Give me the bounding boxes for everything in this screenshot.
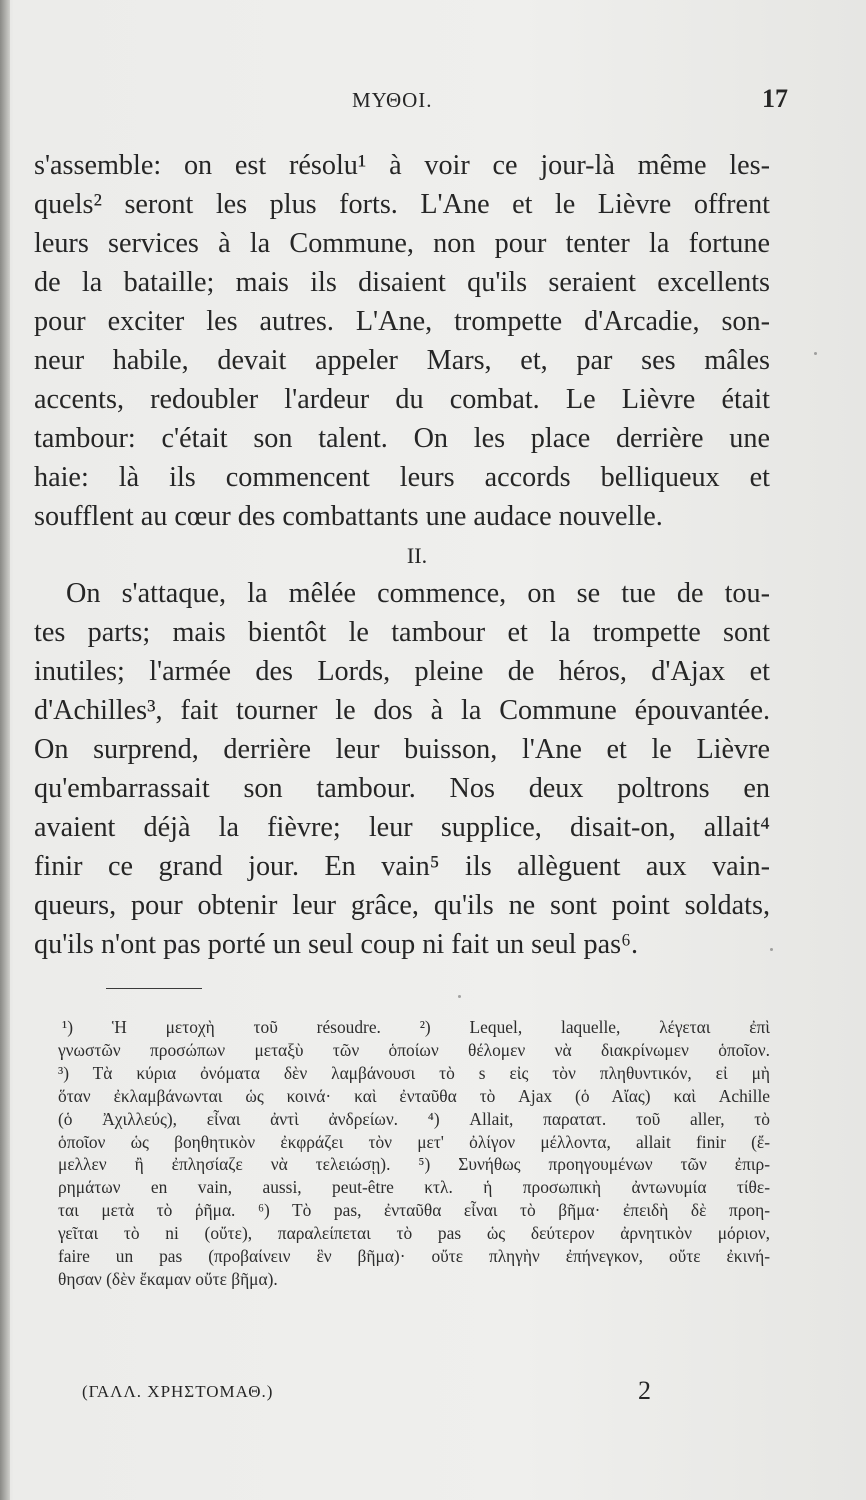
text-line: On s'attaque, la mêlée commence, on se tue de tou- [66, 578, 770, 609]
footnote-separator [106, 988, 202, 989]
text-line: de la bataille; mais ils disaient qu'ils seraient excellents [34, 267, 770, 298]
footnote-line: ¹) Ἡ μετοχὴ τοῦ résoudre. ²) Lequel, laquelle, λέγεται ἐπὶ [62, 1017, 770, 1037]
footnote-line: faire un pas (προβαίνειν ἓν βῆμα)· οὔτε πληγὴν ἐπήνεγκον, οὔτε ἐκινή- [58, 1246, 770, 1267]
text-line: accents, redoubler l'ardeur du combat. Le Lièvre était [34, 384, 770, 415]
text-line: tes parts; mais bientôt le tambour et la trompette sont [34, 617, 770, 648]
paragraph-1 [34, 146, 770, 536]
text-line: queurs, pour obtenir leur grâce, qu'ils ne sont point soldats, [34, 890, 770, 921]
main-text [34, 146, 770, 964]
text-line: finir ce grand jour. En vain⁵ ils allèguent aux vain- [34, 851, 770, 882]
text-line: neur habile, devait appeler Mars, et, par ses mâles [34, 345, 770, 376]
text-line: qu'ils n'ont pas porté un seul coup ni fait un seul pas⁶. [34, 929, 639, 960]
section-number: II. [406, 543, 428, 568]
text-line: quels² seront les plus forts. L'Ane et le Lièvre offrent [34, 189, 770, 220]
footnote-line: ται μετὰ τὸ ῥῆμα. ⁶) Τὸ pas, ἐνταῦθα εἶναι τὸ βῆμα· ἐπειδὴ δὲ προη- [58, 1200, 770, 1221]
footnote-line: ³) Τὰ κύρια ὀνόματα δὲν λαμβάνουσι τὸ s εἰς τὸν πληθυντικόν, εἰ μὴ [58, 1062, 770, 1083]
footnote-line: θησαν (δὲν ἔκαμαν οὔτε βῆμα). [58, 1268, 278, 1289]
ink-speck [770, 948, 773, 951]
page-number: 17 [762, 84, 788, 113]
text-line: inutiles; l'armée des Lords, pleine de héros, d'Ajax et [34, 656, 770, 687]
book-signature: (ΓΑΛΛ. ΧΡΗΣΤΟΜΑΘ.) [82, 1382, 274, 1401]
footnote-line: γνωστῶν προσώπων μεταξὺ τῶν ὁποίων θέλομεν νὰ διακρίνωμεν ὁποῖον. [58, 1039, 770, 1060]
text-line: pour exciter les autres. L'Ane, trompette d'Arcadie, son- [34, 306, 770, 337]
footnote-line: γεῖται τὸ ni (οὔτε), παραλείπεται τὸ pas ὡς δεύτερον ἀρνητικὸν μόριον, [58, 1223, 770, 1244]
footnote-line: (ὁ Ἀχιλλεύς), εἶναι ἀντὶ ἀνδρείων. ⁴) Allait, παρατατ. τοῦ aller, τὸ [58, 1108, 770, 1129]
footnote-line: ὁποῖον ὡς βοηθητικὸν ἐκφράζει τὸν μετ' ὀλίγον μέλλοντα, allait finir (ἔ- [58, 1131, 770, 1152]
text-line: s'assemble: on est résolu¹ à voir ce jour-là même les- [34, 150, 770, 181]
text-line: tambour: c'était son talent. On les place derrière une [34, 423, 770, 454]
text-line: haie: là ils commencent leurs accords belliqueux et [34, 462, 770, 493]
ink-speck [458, 995, 461, 998]
text-line: d'Achilles³, fait tourner le dos à la Commune épouvantée. [34, 695, 770, 726]
page-footer [82, 1376, 682, 1406]
page-header [34, 84, 788, 122]
footnote-line: μελλεν ἢ ἐπλησίαζε νὰ τελειώσῃ). ⁵) Συνήθως προηγουμένων τῶν ἐπιρ- [58, 1154, 770, 1175]
running-head: ΜΥΘΟΙ. [352, 88, 433, 112]
paragraph-2 [34, 574, 770, 964]
sheet-number: 2 [638, 1376, 651, 1405]
text-line: On surprend, derrière leur buisson, l'Ane et le Lièvre [34, 734, 770, 765]
text-line: qu'embarrassait son tambour. Nos deux poltrons en [34, 773, 770, 804]
footnote-line: ρημάτων en vain, aussi, peut-être κτλ. ἡ προσωπικὴ ἀντωνυμία τίθε- [58, 1177, 770, 1198]
page-binding-edge [0, 0, 10, 1500]
ink-speck [814, 352, 817, 355]
footnote-line: ὅταν ἐκλαμβάνωνται ὡς κοινά· καὶ ἐνταῦθα τὸ Ajax (ὁ Αἴας) καὶ Achille [58, 1085, 770, 1106]
footnotes [58, 1016, 770, 1291]
text-line: avaient déjà la fièvre; leur supplice, disait-on, allait⁴ [34, 812, 770, 843]
text-line: leurs services à la Commune, non pour tenter la fortune [34, 228, 770, 259]
text-line: soufflent au cœur des combattants une audace nouvelle. [34, 501, 663, 532]
